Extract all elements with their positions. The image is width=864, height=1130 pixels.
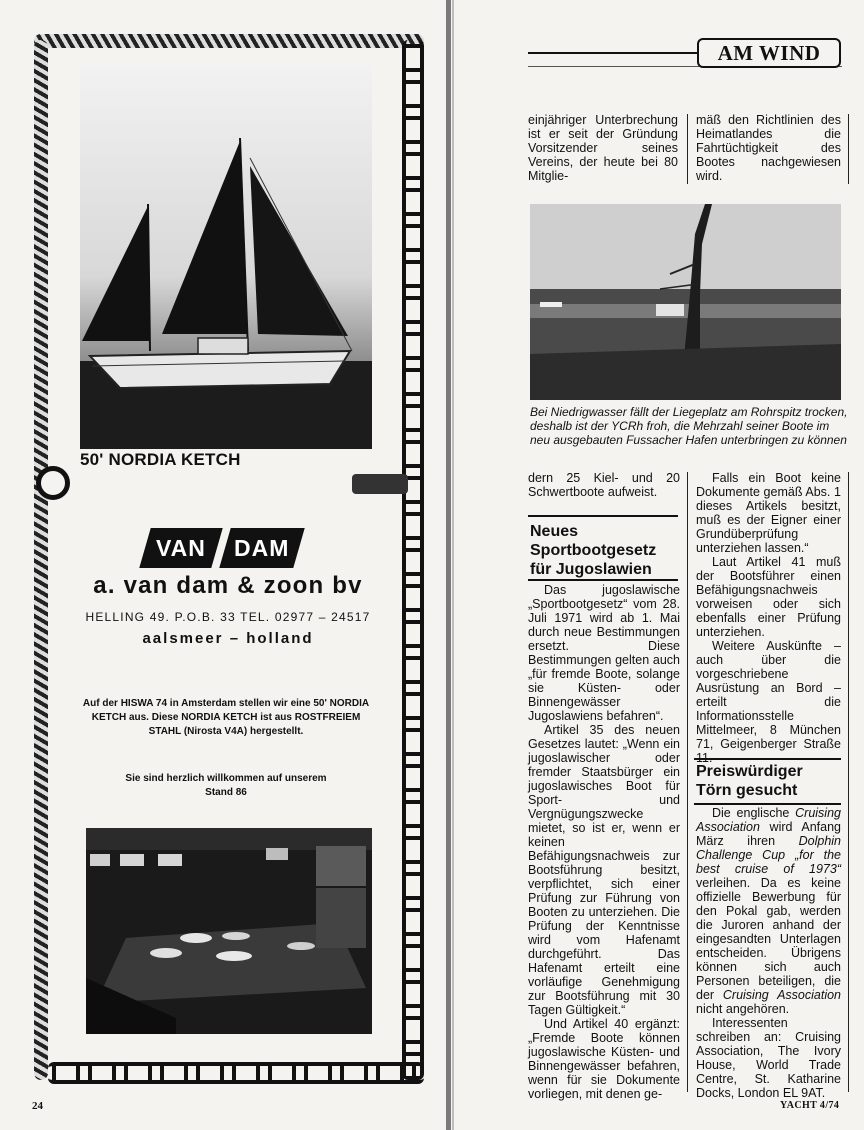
- rope-ring-icon: [36, 466, 70, 500]
- headline-1-rule-top: [528, 515, 678, 517]
- sailboat-photo: [80, 66, 372, 449]
- company-address: HELLING 49. P.O.B. 33 TEL. 02977 – 24517: [85, 610, 371, 624]
- chain-border-right: [402, 40, 424, 1080]
- article-1-paragraph: Artikel 35 des neuen Gesetzes lautet: „Wenn ein jugoslawischer oder fremder Staatsbürger ein jugoslawisches Boot für Sport- und Vergnügungszwecke mietet, so ist er, wenn er keinen Befähigungsnachweis zur Bootsführung besitzt, verpflichtet, sich einer Prüfung zur Führung von Booten zu unterziehen. Die Prüfung der Kenntnisse wird vom Hafenamt durchgeführt. Das Hafenamt erteilt eine vorläufige Genehmigung zur Bootsführung mit 30 Tagen Gültigkeit.“: [528, 723, 680, 1017]
- col1-continued-text: dern 25 Kiel- und 20 Schwertboote aufweist.: [528, 471, 680, 499]
- article-1-paragraph: Laut Artikel 41 muß der Bootsführer einen Befähigungsnachweis vorweisen oder sich ebenfalls einer Prüfung unterziehen.: [696, 555, 841, 639]
- chain-border-bottom: [48, 1062, 424, 1084]
- boat-caption: 50' NORDIA KETCH: [80, 450, 241, 469]
- headline-1-rule-bottom: [528, 579, 678, 581]
- headline-toern: Preiswürdiger Törn gesucht: [696, 763, 803, 799]
- page-gutter: [446, 0, 451, 1130]
- cabin-interior-drawing: [86, 828, 372, 1034]
- ad-body-text: Auf der HISWA 74 in Amsterdam stellen wir eine 50' NORDIA KETCH aus. Diese NORDIA KETCH ist aus ROSTFREIEM STAHL (Nirosta V4A) hergestellt.: [82, 698, 370, 737]
- van-dam-logo: [145, 528, 299, 568]
- column-rule-right: [848, 114, 849, 184]
- column-rule: [687, 472, 688, 1092]
- article-1-paragraph: Falls ein Boot keine Dokumente gemäß Abs. 1 dieses Artikels besitzt, muß es der Eigner einer Grundüberprüfung unterziehen lassen.“: [696, 471, 841, 555]
- headline-2-rule-top: [694, 758, 841, 760]
- article-1-body: [528, 583, 680, 1101]
- logo-dam: DAM: [219, 528, 304, 568]
- intro-column-1: [528, 113, 678, 183]
- headline-sportbootgesetz: Neues Sportbootgesetz für Jugoslawien: [530, 523, 657, 578]
- rope-border-top: [34, 34, 424, 48]
- section-rule: [528, 52, 697, 54]
- intro-column-2: [696, 113, 841, 183]
- shackle-icon: [352, 474, 408, 494]
- rope-border-left: [34, 40, 48, 1080]
- page-number-left: 24: [32, 1100, 43, 1112]
- invite-line-2: Stand 86: [205, 787, 247, 798]
- article-col-2-continued: [696, 471, 841, 765]
- article-col-1-continued: [528, 471, 680, 499]
- company-name: a. van dam & zoon bv: [93, 572, 363, 599]
- page-footer-right: YACHT 4/74: [780, 1100, 840, 1111]
- intro-col1-text: einjähriger Unterbrechung ist er seit der Gründung Vorsitzender seines Vereins, der heute bei 80 Mitglie-: [528, 113, 678, 183]
- page-gutter-shadow: [452, 0, 454, 1130]
- column-rule-right: [848, 472, 849, 1092]
- company-town: aalsmeer – holland: [142, 630, 314, 647]
- column-rule: [687, 114, 688, 184]
- article-2-body: [696, 806, 841, 1100]
- photo-caption: Bei Niedrigwasser fällt der Liegeplatz am Rohrspitz trocken, deshalb ist der YCRh froh, die Mehrzahl seiner Boote im neu ausgebauten Fussacher Hafen unterbringen zu können: [530, 405, 848, 447]
- headline-2-rule-bottom: [694, 803, 841, 805]
- article-2-paragraph: Die englische Cruising Association wird Anfang März ihren Dolphin Challenge Cup „for the best cruise of 1973“ verleihen. Da es keine offizielle Bewerbung für den Pokal gab, werden die Juroren anhand der eingesandten Unterlagen entscheiden. Übrigens können sich auch Personen beteiligen, die der Cruising Association nicht angehören.: [696, 806, 842, 1016]
- section-title: AM WIND: [697, 38, 841, 68]
- article-2-paragraph: Interessenten schreiben an: Cruising Association, The Ivory House, World Trade Centre, St. Katharine Docks, London EL 9AT.: [696, 1016, 841, 1100]
- harbor-photo-drawing: [530, 204, 841, 400]
- article-1-paragraph: Das jugoslawische „Sportbootgesetz“ vom 28. Juli 1971 wird ab 1. Mai durch neue Bestimmungen ersetzt. Diese Bestimmungen gelten auch „für fremde Boote, solange sie Küsten- oder Binnengewässer Jugoslawiens befahren“.: [528, 583, 680, 723]
- logo-van: VAN: [139, 528, 222, 568]
- cabin-interior-photo: [86, 828, 372, 1034]
- harbor-photo: [530, 204, 841, 400]
- invite-line-1: Sie sind herzlich willkommen auf unserem: [125, 773, 327, 784]
- sailboat-photo-drawing: [80, 66, 372, 449]
- article-1-paragraph: Und Artikel 40 ergänzt: „Fremde Boote können jugoslawische Küsten- und Binnengewässer befahren, wenn für sie Dokumente vorliegen, mit denen ge-: [528, 1017, 680, 1101]
- intro-col2-text: mäß den Richtlinien des Heimatlandes die Fahrtüchtigkeit des Bootes nachgewiesen wird.: [696, 113, 841, 183]
- article-1-paragraph: Weitere Auskünfte – auch über die vorgeschriebene Ausrüstung an Bord – erteilt die Informationsstelle Mittelmeer, 8 München 71, Geigenberger Straße: [696, 639, 841, 751]
- ad-invitation: [80, 772, 372, 800]
